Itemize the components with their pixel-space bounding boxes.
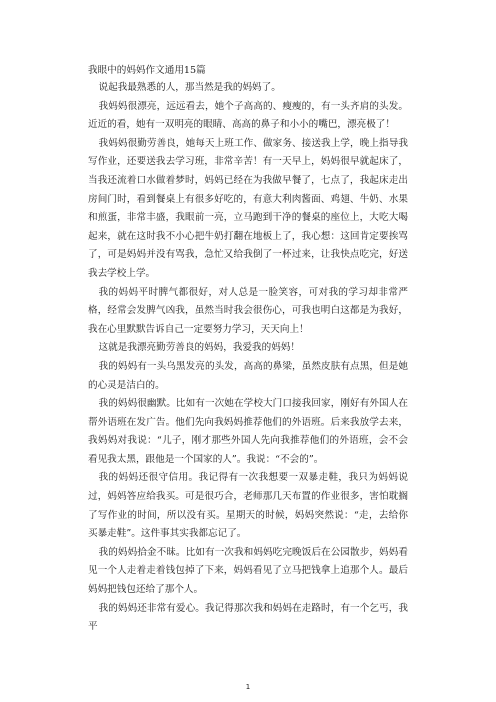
paragraph-6: 我的妈妈有一头乌黑发亮的头发，高高的鼻梁，虽然皮肤有点黑，但是她的心灵是洁白的。 bbox=[88, 360, 408, 391]
paragraph-9: 我的妈妈拾金不昧。比如有一次我和妈妈吃完晚饭后在公园散步，妈妈看见一个人走着走着钱包掉了下来，妈妈看见了立马把钱拿上追那个人。最后妈妈把钱包还给了那个人。 bbox=[88, 546, 408, 596]
page-number: 1 bbox=[245, 683, 251, 691]
paragraph-2: 我妈妈很漂亮，远远看去，她个子高高的、瘦瘦的，有一头齐肩的头发。近近的看，她有一双明亮的眼睛、高高的鼻子和小小的嘴巴，漂亮极了！ bbox=[88, 100, 408, 131]
paragraph-4: 我的妈妈平时脾气都很好，对人总是一脸笑容，可对我的学习却非常严格，经常会发脾气凶我，虽然当时我会很伤心，可我也明白这都是为我好，我在心里默默告诉自己一定要努力学习，天天向上！ bbox=[88, 286, 408, 335]
paragraph-1: 说起我最熟悉的人，那当然是我的妈妈了。 bbox=[98, 82, 281, 93]
paragraph-10: 我的妈妈还非常有爱心。我记得那次我和妈妈在走路时，有一个乞丐，我平 bbox=[88, 602, 408, 633]
paragraph-7: 我的妈妈很幽默。比如有一次她在学校大门口接我回家，刚好有外国人在帮外语班在发广告。他们先向我妈妈推荐他们的外语班。后来我放学去来，我妈妈对我说：“儿子，刚才那些外国人先向我推荐他们的外语班，会不会看见我太黑，跟他是一个国家的人”。我说：“不会的”。 bbox=[88, 398, 408, 465]
paragraph-5: 这就是我漂亮勤劳善良的妈妈，我爱我的妈妈！ bbox=[98, 342, 301, 354]
document-body bbox=[88, 62, 408, 637]
paragraph-3: 我妈妈很勤劳善良，她每天上班工作、做家务、接送我上学，晚上指导我写作业，还要送我去学习班，非常辛苦！有一天早上，妈妈很早就起床了，当我还流着口水做着梦时，妈妈已经在为我做早餐了，七点了，我起床走出房间门时，看到餐桌上有很多好吃的，有意大利肉酱面、鸡翅、牛奶、水果和煎蛋，非常丰盛，我眼前一亮，立马跑到干净的餐桌的座位上，大吃大喝起来，就在这时我不小心把牛奶打翻在地板上了，我心想：这回肯定要挨骂了，可是妈妈并没有骂我，急忙又给我倒了一杯过来，让我快点吃完，好送我去学校上学。 bbox=[88, 137, 408, 279]
document-title: 我眼中的妈妈作文通用15篇 bbox=[88, 65, 206, 76]
paragraph-8: 我的妈妈还很守信用。我记得有一次我想要一双暴走鞋，我只为妈妈说过，妈妈答应给我买。可是很巧合，老师那几天布置的作业很多，害怕耽搁了写作业的时间，所以没有买。星期天的时候，妈妈突然说：“走，去给你买暴走鞋”。这件事其实我都忘记了。 bbox=[88, 472, 408, 540]
